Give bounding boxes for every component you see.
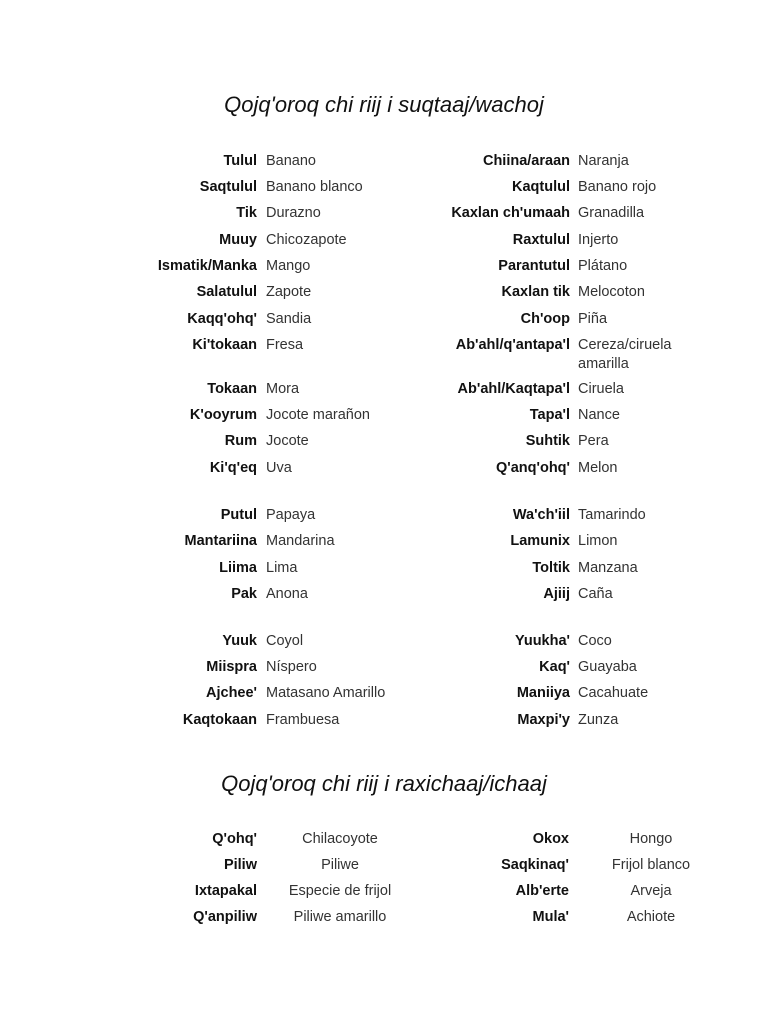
entry-translation: Lima — [266, 560, 298, 576]
entry-translation: Achiote — [626, 909, 676, 925]
entry-term: Wa'ch'iil — [512, 507, 570, 523]
entry-term: Ismatik/Manka — [157, 258, 257, 274]
entry-term: Miispra — [206, 659, 257, 675]
entry-term: K'ooyrum — [189, 407, 257, 423]
entry-term: Liima — [219, 560, 257, 576]
entry-term: Q'ohq' — [212, 831, 257, 847]
entry-translation: Manzana — [578, 560, 638, 576]
entry-translation: Zapote — [266, 284, 312, 300]
entry-term: Tokaan — [207, 381, 257, 397]
entry-term: Lamunix — [510, 533, 570, 549]
entry-translation: Plátano — [578, 258, 628, 274]
entry-translation: Coco — [578, 633, 612, 649]
entry-translation: Caña — [578, 586, 613, 602]
entry-term: Raxtulul — [512, 232, 570, 248]
entry-translation: Zunza — [578, 712, 619, 728]
entry-translation: Naranja — [578, 153, 629, 169]
entry-translation: Jocote marañon — [266, 407, 370, 423]
entry-term: Rum — [224, 433, 257, 449]
entry-translation: Sandia — [266, 311, 312, 327]
entry-translation: Hongo — [629, 831, 673, 847]
entry-translation: Uva — [266, 460, 292, 476]
entry-term: Piliw — [223, 857, 257, 873]
entry-term: Muuy — [219, 232, 257, 248]
entry-translation: Cereza/ciruela amarilla — [578, 337, 672, 372]
entry-term: Putul — [220, 507, 257, 523]
entry-translation: Chilacoyote — [302, 831, 378, 847]
entry-translation: Frijol blanco — [611, 857, 691, 873]
entry-term: Kaxlan tik — [501, 284, 570, 300]
entry-translation: Papaya — [266, 507, 316, 523]
entry-translation: Melocoton — [578, 284, 645, 300]
entry-term: Saqtulul — [199, 179, 257, 195]
entry-term: Alb'erte — [515, 883, 569, 899]
entry-translation: Melon — [578, 460, 618, 476]
entry-translation: Durazno — [266, 205, 321, 221]
entry-term: Ab'ahl/Kaqtapa'l — [457, 381, 570, 397]
entry-term: Mantariina — [184, 533, 257, 549]
entry-term: Ajiij — [543, 586, 570, 602]
entry-translation: Frambuesa — [266, 712, 340, 728]
entry-translation: Piña — [578, 311, 608, 327]
entry-term: Maniiya — [516, 685, 570, 701]
entry-translation: Níspero — [266, 659, 317, 675]
entry-term: Chiina/araan — [482, 153, 570, 169]
entry-term: Ab'ahl/q'antapa'l — [455, 337, 570, 353]
entry-translation: Mandarina — [266, 533, 335, 549]
entry-translation: Coyol — [266, 633, 304, 649]
entry-term: Yuukha' — [514, 633, 570, 649]
entry-term: Q'anpiliw — [193, 909, 257, 925]
entry-translation: Jocote — [266, 433, 309, 449]
entry-term: Kaxlan ch'umaah — [451, 205, 570, 221]
entry-term: Maxpi'y — [517, 712, 570, 728]
entry-term: Parantutul — [498, 258, 570, 274]
entry-translation: Banano rojo — [578, 179, 657, 195]
entry-term: Ch'oop — [520, 311, 570, 327]
section-title-vegetables: Qojq'oroq chi riij i raxichaaj/ichaaj — [221, 771, 547, 796]
entry-term: Saqkinaq' — [501, 857, 569, 873]
entry-translation: Banano — [266, 153, 316, 169]
entry-term: Ki'q'eq — [209, 460, 257, 476]
entry-translation: Fresa — [266, 337, 304, 353]
entry-term: Kaqtokaan — [182, 712, 257, 728]
entry-translation: Especie de frijol — [288, 883, 392, 899]
entry-term: Okox — [532, 831, 569, 847]
entry-term: Salatulul — [196, 284, 257, 300]
section-title-fruits: Qojq'oroq chi riij i suqtaaj/wachoj — [224, 92, 544, 117]
entry-term: Pak — [231, 586, 257, 602]
entry-translation: Guayaba — [578, 659, 637, 675]
entry-translation: Banano blanco — [266, 179, 363, 195]
entry-term: Ajchee' — [206, 685, 257, 701]
entry-term: Kaqtulul — [512, 179, 570, 195]
entry-translation: Ciruela — [578, 381, 624, 397]
entry-term: Kaq' — [539, 659, 570, 675]
entry-translation: Piliwe — [321, 857, 359, 873]
entry-term: Toltik — [532, 560, 570, 576]
entry-term: Suhtik — [525, 433, 570, 449]
entry-translation: Chicozapote — [266, 232, 347, 248]
entry-translation: Mora — [266, 381, 300, 397]
entry-term: Mula' — [532, 909, 569, 925]
entry-translation: Tamarindo — [578, 507, 646, 523]
entry-term: Tik — [236, 205, 257, 221]
entry-translation: Piliwe amarillo — [293, 909, 387, 925]
entry-translation: Anona — [266, 586, 308, 602]
entry-translation: Granadilla — [578, 205, 645, 221]
entry-term: Ixtapakal — [194, 883, 257, 899]
entry-term: Yuuk — [222, 633, 257, 649]
entry-translation: Cacahuate — [578, 685, 649, 701]
entry-translation: Nance — [578, 407, 620, 423]
entry-translation: Pera — [578, 433, 609, 449]
entry-term: Tapa'l — [529, 407, 570, 423]
entry-term: Q'anq'ohq' — [496, 460, 570, 476]
entry-translation: Injerto — [578, 232, 619, 248]
entry-term: Kaqq'ohq' — [187, 311, 257, 327]
entry-translation: Arveja — [630, 883, 672, 899]
entry-translation: Matasano Amarillo — [266, 685, 386, 701]
entry-translation: Limon — [578, 533, 618, 549]
entry-term: Ki'tokaan — [192, 337, 257, 353]
entry-translation: Mango — [266, 258, 311, 274]
entry-term: Tulul — [223, 153, 257, 169]
